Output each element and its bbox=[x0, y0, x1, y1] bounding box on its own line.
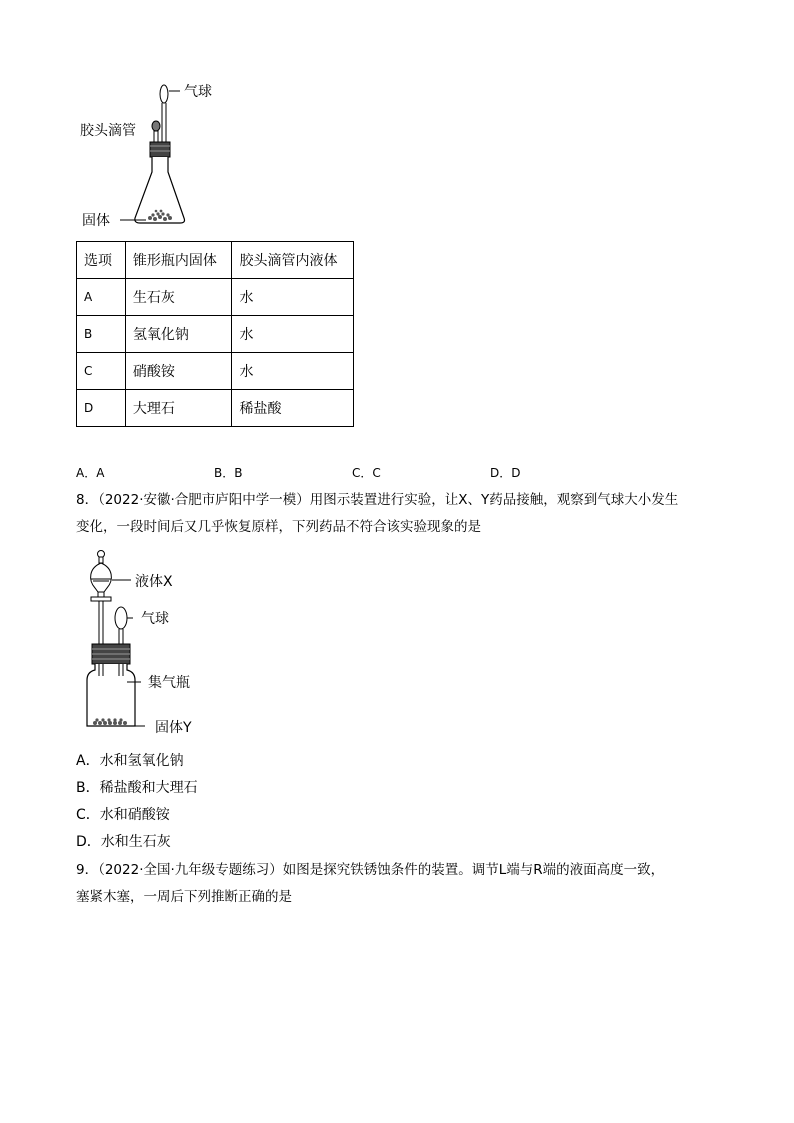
table-cell: B bbox=[77, 316, 126, 353]
q8-funnel bbox=[91, 563, 112, 592]
q7-apparatus-figure bbox=[120, 78, 200, 228]
q7-options-table bbox=[76, 241, 354, 427]
table-cell: 稀盐酸 bbox=[232, 390, 354, 427]
q8-option-d[interactable]: D．水和生石灰 bbox=[76, 834, 171, 850]
table-row bbox=[77, 353, 354, 390]
q9-stem-line2: 塞紧木塞，一周后下列推断正确的是 bbox=[76, 889, 292, 905]
q7-flask bbox=[135, 157, 185, 223]
q7-stopper bbox=[150, 142, 170, 157]
q8-stem-line1: 8．（2022·安徽·合肥市庐阳中学一模）用图示装置进行实验，让X、Y药品接触，观察到气球大小发生 bbox=[76, 492, 679, 508]
table-cell: 生石灰 bbox=[125, 279, 232, 316]
table-cell: A bbox=[77, 279, 126, 316]
q7-choice-c[interactable]: C．C bbox=[352, 466, 381, 480]
table-header-cell: 选项 bbox=[77, 242, 126, 279]
table-header-cell: 胶头滴管内液体 bbox=[232, 242, 354, 279]
table-header-cell: 锥形瓶内固体 bbox=[125, 242, 232, 279]
table-cell: C bbox=[77, 353, 126, 390]
table-row bbox=[77, 390, 354, 427]
table-row bbox=[77, 279, 354, 316]
q7-balloon-label: 气球 bbox=[184, 84, 212, 100]
q7-solid-label: 固体 bbox=[82, 213, 110, 229]
q8-liquid-x-label: 液体X bbox=[135, 574, 173, 590]
q8-solid-y-label: 固体Y bbox=[155, 720, 192, 736]
table-header-row bbox=[77, 242, 354, 279]
q7-choice-b[interactable]: B．B bbox=[214, 466, 243, 480]
table-row bbox=[77, 316, 354, 353]
q8-option-c[interactable]: C．水和硝酸铵 bbox=[76, 807, 170, 823]
table-cell: 水 bbox=[232, 316, 354, 353]
q8-balloon-shape bbox=[115, 607, 127, 629]
q7-choice-d[interactable]: D．D bbox=[490, 466, 521, 480]
table-cell: 硝酸铵 bbox=[125, 353, 232, 390]
q8-stem-line2: 变化，一段时间后又几乎恢复原样，下列药品不符合该实验现象的是 bbox=[76, 519, 481, 535]
table-cell: D bbox=[77, 390, 126, 427]
q7-dropper-bulb bbox=[152, 121, 160, 131]
q8-option-a[interactable]: A．水和氢氧化钠 bbox=[76, 753, 184, 769]
q7-choice-a[interactable]: A．A bbox=[76, 466, 105, 480]
q8-balloon-label: 气球 bbox=[141, 611, 169, 627]
q7-dropper-label: 胶头滴管 bbox=[80, 123, 136, 139]
table-cell: 水 bbox=[232, 353, 354, 390]
q9-stem-line1: 9．（2022·全国·九年级专题练习）如图是探究铁锈蚀条件的装置。调节L端与R端的液面高度一致， bbox=[76, 862, 665, 878]
q8-bottle-label: 集气瓶 bbox=[148, 675, 190, 691]
table-cell: 氢氧化钠 bbox=[125, 316, 232, 353]
q7-balloon-shape bbox=[160, 85, 168, 103]
q8-option-b[interactable]: B．稀盐酸和大理石 bbox=[76, 780, 198, 796]
table-cell: 水 bbox=[232, 279, 354, 316]
table-cell: 大理石 bbox=[125, 390, 232, 427]
q8-gas-bottle bbox=[87, 664, 135, 726]
